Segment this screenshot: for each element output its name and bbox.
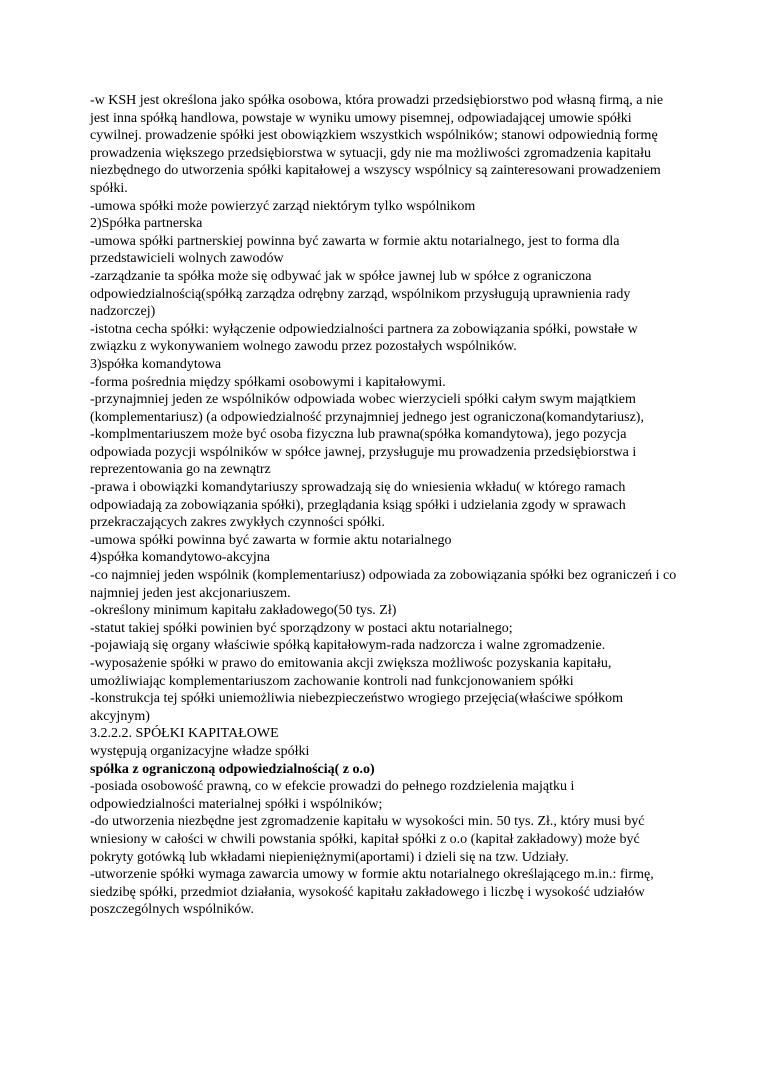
paragraph-partnerska-cecha: -istotna cecha spółki: wyłączenie odpowiedzialności partnera za zobowiązania spółki, powstałe w związku z wykonywaniem wolnego zawodu przez pozostałych wspólników.	[90, 321, 638, 355]
paragraph-ska-konstrukcja: -konstrukcja tej spółki uniemożliwia niebezpieczeństwo wrogiego przejęcia(właściwe spółkom akcyjnym)	[90, 691, 623, 724]
paragraph-ska-wspolnicy: -co najmniej jeden wspólnik (komplementariusz) odpowiada za zobowiązania spółki bez ograniczeń i co najmniej jeden jest akcjonariuszem.	[90, 568, 677, 601]
paragraph-ska-organy: -pojawiają się organy właściwie spółką kapitałowym-rada nadzorcza i walne zgromadzenie.	[90, 638, 606, 654]
paragraph-ska-statut: -statut takiej spółki powinien być sporządzony w postaci aktu notarialnego;	[90, 620, 513, 636]
paragraph-ska-kapital: -określony minimum kapitału zakładowego(50 tys. Zł)	[90, 603, 397, 619]
heading-spolka-komandytowa: 3)spółka komandytowa	[90, 356, 222, 372]
paragraph-ska-akcje: -wyposażenie spółki w prawo do emitowania akcji zwiększa możliwośc pozyskania kapitału, umożliwiając komplementariuszom zachowanie kontroli nad funkcjonowaniem spółki	[90, 656, 612, 689]
paragraph-partnerska-zarzadzanie: -zarządzanie ta spółka może się odbywać jak w spółce jawnej lub w spółce z ograniczona odpowiedzialnością(spółką zarządza odrębny zarząd, wspólnikom przysługują uprawnienia rady nadzorczej)	[90, 268, 631, 320]
heading-spolka-partnerska: 2)Spółka partnerska	[90, 216, 203, 232]
heading-spolka-zoo: spółka z ograniczoną odpowiedzialnością( z o.o)	[90, 761, 375, 777]
paragraph-komplementariusz: -komplmentariuszem może być osoba fizyczna lub prawna(spółka komandytowa), jego pozycja odpowiada pozycji wspólników w spółce jawnej, przysługuje mu prowadzenia przedsiębiorstwa i reprezentowania go na zewnątrz	[90, 427, 637, 478]
document-body	[90, 92, 680, 919]
paragraph-partnerska-umowa: -umowa spółki partnerskiej powinna być zawarta w formie aktu notarialnego, jest to forma dla przedstawicieli wolnych zawodów	[90, 233, 620, 267]
paragraph-wladze-spolki: występują organizacyjne władze spółki	[90, 743, 310, 759]
paragraph-spolka-jawna-definition: -w KSH jest określona jako spółka osobowa, która prowadzi przedsiębiorstwo pod własną firmą, a nie jest inna spółką handlowa, powstaje w wyniku umowy pisemnej, odpowiadającej umowie spółki cywilnej. prowadzenie spółki jest obowiązkiem wszystkich wspólników; stanowi odpowiednią formę prowadzenia większego przedsiębiorstwa w sytuacji, gdy nie ma możliwości zgromadzenia kapitału niezbędnego do utworzenia spółki kapitałowej a wszyscy wspólnicy są zainteresowani prowadzeniem spółki.	[90, 93, 664, 196]
heading-spolki-kapitalowe: 3.2.2.2. SPÓŁKI KAPITAŁOWE	[90, 726, 279, 742]
paragraph-komandytowa-wspolnicy: -przynajmniej jeden ze wspólników odpowiada wobec wierzycieli spółki całym swym majątkiem (komplementariusz) (a odpowiedzialność przynajmniej jednego jest ograniczona(komandytariusz),	[90, 392, 644, 425]
paragraph-zoo-umowa: -utworzenie spółki wymaga zawarcia umowy w formie aktu notarialnego określającego m.in.: firmę, siedzibę spółki, przedmiot działania, wysokość kapitału zakładowego i liczbę i wysokość udziałów poszczególnych wspólników.	[90, 867, 654, 918]
paragraph-komandytowa-forma: -forma pośrednia między spółkami osobowymi i kapitałowymi.	[90, 374, 446, 390]
heading-spolka-komandytowo-akcyjna: 4)spółka komandytowo-akcyjna	[90, 550, 271, 566]
paragraph-zoo-osobowosc: -posiada osobowość prawną, co w efekcie prowadzi do pełnego rozdzielenia majątku i odpowiedzialności materialnej spółki i wspólników;	[90, 779, 575, 812]
paragraph-komandytariusze: -prawa i obowiązki komandytariuszy sprowadzają się do wniesienia wkładu( w którego ramach odpowiadają za zobowiązania spółki), przeglądania ksiąg spółki i udzielania zgody w sprawach przekraczających zakres zwykłych czynności spółki.	[90, 480, 626, 531]
paragraph-komandytowa-umowa: -umowa spółki powinna być zawarta w formie aktu notarialnego	[90, 532, 452, 548]
paragraph-zarzad: -umowa spółki może powierzyć zarząd niektórym tylko wspólnikom	[90, 198, 476, 214]
paragraph-zoo-kapital: -do utworzenia niezbędne jest zgromadzenie kapitału w wysokości min. 50 tys. Zł., który musi być wniesiony w całości w chwili powstania spółki, kapitał spółki z o.o (kapitał zakładowy) może być pokryty gotówką lub wkładami niepieniężnymi(aportami) i dzieli się na tzw. Udziały.	[90, 814, 645, 865]
